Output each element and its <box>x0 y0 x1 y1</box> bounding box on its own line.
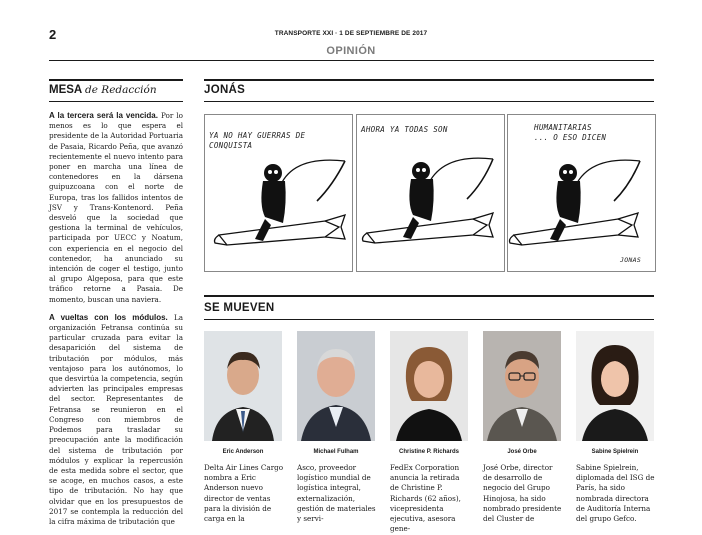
header-rule <box>49 60 654 61</box>
person-description: Delta Air Lines Cargo nombra a Eric Anderson nuevo director de ventas para la división de carga en la <box>204 463 284 524</box>
person-name: Michael Fulham <box>313 449 359 455</box>
mesa-title-sub: de Redacción <box>85 84 157 96</box>
caption-line: AHORA YA TODAS SON <box>361 125 448 134</box>
mesa-title <box>49 84 157 96</box>
jonas-top-rule <box>204 79 654 81</box>
semueven-bottom-rule <box>204 319 654 320</box>
person-description: José Orbe, director de desarrollo de negocio del Grupo Hinojosa, ha sido nombrado presidente del Cluster de <box>483 463 562 524</box>
cartoon-panel-3 <box>507 114 656 272</box>
portrait-image <box>390 331 468 441</box>
cartoon-panel-1 <box>204 114 353 272</box>
mesa-item <box>49 111 183 305</box>
mesa-item <box>49 313 183 527</box>
portrait-image <box>297 331 375 441</box>
person-name: Christine P. Richards <box>399 449 459 455</box>
mesa-top-rule <box>49 79 183 81</box>
page-number: 2 <box>49 27 57 42</box>
mesa-bottom-rule <box>49 101 183 102</box>
reaper-on-missile-drawing <box>205 115 352 271</box>
caption-line: ... O ESO DICEN <box>534 133 607 142</box>
person-name: Eric Anderson <box>222 449 264 455</box>
mesa-item-lead: A la tercera será la vencida. <box>49 111 158 120</box>
person-name: Sabine Spielrein <box>591 449 639 455</box>
people-section-title: SE MUEVEN <box>204 302 275 314</box>
publication-header: TRANSPORTE XXI · 1 DE SEPTIEMBRE DE 2017 <box>274 30 428 37</box>
mesa-article <box>49 111 183 535</box>
cartoon-panel-2 <box>356 114 505 272</box>
portrait-image <box>576 331 654 441</box>
jonas-bottom-rule <box>204 101 654 102</box>
mesa-item-body: La organización Fetransa continúa su particular cruzada para evitar la desaparición del sistema de tributación por módulos, más ventajoso para los autónomos, lo que desvirtúa la competencia, según advierten las principales empresas del sector. Representantes de Fetransa se reunieron en el Congreso con miembros de Podemos para trasladar su preocupación ante la modificación del sistema de tributación por módulos y explicar la repercusión de esta medida sobre el sector, que se acoge, en muchos casos, a este tipo de tributación. No hay que olvidar que en los presupuestos de 2017 se contempla la reducción del la cifra máxima de tributación que <box>49 312 183 526</box>
person-description: Sabine Spielrein, diplomada del ISG de París, ha sido nombrada directora de Auditoría Interna del grupo Gefco. <box>576 463 655 524</box>
reaper-on-missile-drawing <box>357 115 504 271</box>
semueven-top-rule <box>204 295 654 297</box>
person-photo-jose-orbe <box>483 331 561 441</box>
cartoon-section-title: JONÁS <box>204 84 246 96</box>
portrait-image <box>483 331 561 441</box>
person-description: FedEx Corporation anuncia la retirada de Christine P. Richards (62 años), vicepresidenta ejecutiva, asesora gene- <box>390 463 461 534</box>
person-photo-eric-anderson <box>204 331 282 441</box>
mesa-item-body: Por lo menos es lo que espera el presidente de la Autoridad Portuaria de Pasaia, Ricardo Peña, que avanzó recientemente el nuevo intento para poner en marcha una línea de contenedores en la dársena guipuzcoana con el norte de Europa, tras los fallidos intentos de JSV y Trans-Kontenord. Peña desveló que la sociedad que gestiona la terminal de vehículos, participada por UECC y Noatum, con experiencia en el negocio del contenedor, ha anunciado su intención de coger el testigo, junto al grupo Algeposa, para que este tráfico retorne a Pasaia. De momento, buscan una naviera. <box>49 111 183 304</box>
person-photo-sabine-spielrein <box>576 331 654 441</box>
mesa-title-main: MESA <box>49 84 82 96</box>
person-photo-christine-richards <box>390 331 468 441</box>
mesa-item-lead: A vueltas con los módulos. <box>49 312 168 322</box>
cartoonist-signature: JONAS <box>620 256 642 264</box>
reaper-on-missile-drawing <box>508 115 655 271</box>
person-name: José Orbe <box>507 449 537 455</box>
caption-line: CONQUISTA <box>209 141 253 150</box>
person-description: Asco, proveedor logístico mundial de logística integral, externalización, gestión de materiales y servi- <box>297 463 376 524</box>
portrait-image <box>204 331 282 441</box>
caption-line: HUMANITARIAS <box>534 123 592 132</box>
section-label: OPINIÓN <box>326 45 376 57</box>
caption-line: YA NO HAY GUERRAS DE <box>209 131 306 140</box>
person-photo-michael-fulham <box>297 331 375 441</box>
